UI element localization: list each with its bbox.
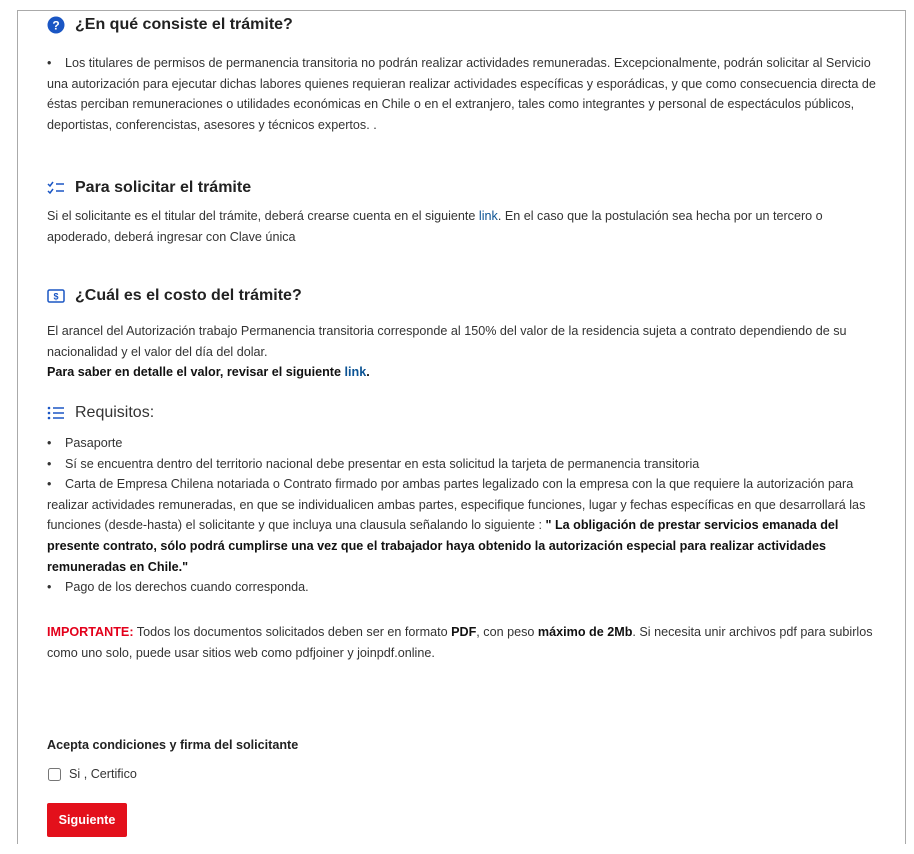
requisito-tarjeta: Sí se encuentra dentro del territorio nacional debe presentar en esta solicitud la tarjeta de permanencia transitoria bbox=[65, 456, 700, 471]
section-costo-body bbox=[47, 321, 877, 383]
svg-text:$: $ bbox=[53, 291, 59, 302]
requisito-pago: Pago de los derechos cuando corresponda. bbox=[65, 580, 309, 595]
requisito-pasaporte: Pasaporte bbox=[65, 436, 123, 450]
requisito-item bbox=[47, 454, 877, 475]
money-bill-icon bbox=[47, 287, 65, 305]
consiste-bullet-text: Los titulares de permisos de permanencia transitoria no podrán realizar actividades remuneradas. Excepcionalmente, podrán solicitar al Servicio una autorización para ejecutar dichas labores quienes requieran realizar actividades específicas y esporádicas, y que como consecuencia directa de éstas perciban remuneraciones o utilidades económicas en Chile o en el extranjero, tales como integrantes y personal de espectáculos públicos, deportistas, conferencistas, asesores y técnicos expertos. . bbox=[47, 56, 876, 132]
section-solicitar-title-text: Para solicitar el trámite bbox=[75, 179, 252, 196]
next-button[interactable]: Siguiente bbox=[47, 803, 127, 837]
costo-detail-end: . bbox=[366, 365, 370, 380]
section-solicitar-body bbox=[47, 206, 877, 247]
section-consiste-body bbox=[47, 53, 877, 135]
section-solicitar-title bbox=[47, 179, 251, 197]
section-consiste-title bbox=[47, 16, 293, 34]
costo-text: El arancel del Autorización trabajo Permanencia transitoria corresponde al 150% del valor de la residencia sujeta a contrato dependiendo de su nacionalidad y el valor del día del dolar. bbox=[47, 324, 847, 359]
requisito-item bbox=[47, 577, 877, 598]
importante-label: IMPORTANTE: bbox=[47, 625, 134, 639]
section-costo-title-text: ¿Cuál es el costo del trámite? bbox=[75, 287, 302, 304]
importante-pdf: PDF bbox=[451, 625, 477, 639]
checklist-icon bbox=[47, 179, 65, 197]
section-consiste-title-text: ¿En qué consiste el trámite? bbox=[75, 16, 293, 33]
section-requisitos-title bbox=[47, 404, 154, 422]
importante-max: máximo de 2Mb bbox=[537, 625, 633, 639]
section-requisitos-title-text: Requisitos: bbox=[75, 404, 155, 421]
accept-conditions-label: Acepta condiciones y firma del solicitante bbox=[47, 738, 299, 752]
svg-text:?: ? bbox=[52, 18, 60, 33]
list-icon bbox=[47, 404, 65, 422]
certify-checkbox[interactable] bbox=[48, 768, 61, 781]
solicitar-text-after: . En el caso que la postulación sea hecha por un tercero o apoderado, deberá ingresar con Clave única bbox=[47, 209, 823, 244]
solicitar-account-link[interactable]: link bbox=[478, 209, 498, 223]
costo-detail-link[interactable]: link bbox=[344, 365, 367, 380]
costo-detail-text: Para saber en detalle el valor, revisar el siguiente bbox=[47, 365, 345, 380]
requisito-carta-clausula: " La obligación de prestar servicios emanada del presente contrato, sólo podrá cumplirse una vez que el trabajador haya obtenido la autorización especial para realizar actividades remuneradas en Chile." bbox=[47, 518, 839, 574]
importante-text1: Todos los documentos solicitados deben ser en formato bbox=[133, 625, 452, 639]
importante-text2: , con peso bbox=[476, 625, 538, 639]
requisito-carta: Carta de Empresa Chilena notariada o Contrato firmado por ambas partes legalizado con la empresa con la que requiere la autorización para realizar actividades remuneradas, en que se individualicen ambas partes, especifique funciones, lugar y fechas específicas en que desarrollará las funciones (desde-hasta) el solicitante y que incluya una clausula señalando lo siguiente : bbox=[47, 477, 866, 533]
solicitar-text-before: Si el solicitante es el titular del trámite, deberá crearse cuenta en el siguiente bbox=[47, 209, 479, 223]
costo-detail bbox=[47, 365, 370, 379]
certify-checkbox-row[interactable] bbox=[47, 767, 137, 781]
requisito-item bbox=[47, 474, 877, 577]
importante-text3: . Si necesita unir archivos pdf para subirlos como uno solo, puede usar sitios web como pdfjoiner y joinpdf.online. bbox=[47, 625, 873, 660]
section-costo-title bbox=[47, 287, 302, 305]
certify-checkbox-label: Si , Certifico bbox=[69, 767, 137, 781]
question-circle-icon bbox=[47, 16, 65, 34]
requisito-item bbox=[47, 433, 877, 454]
requisitos-list bbox=[47, 433, 877, 598]
importante-note bbox=[47, 622, 877, 663]
